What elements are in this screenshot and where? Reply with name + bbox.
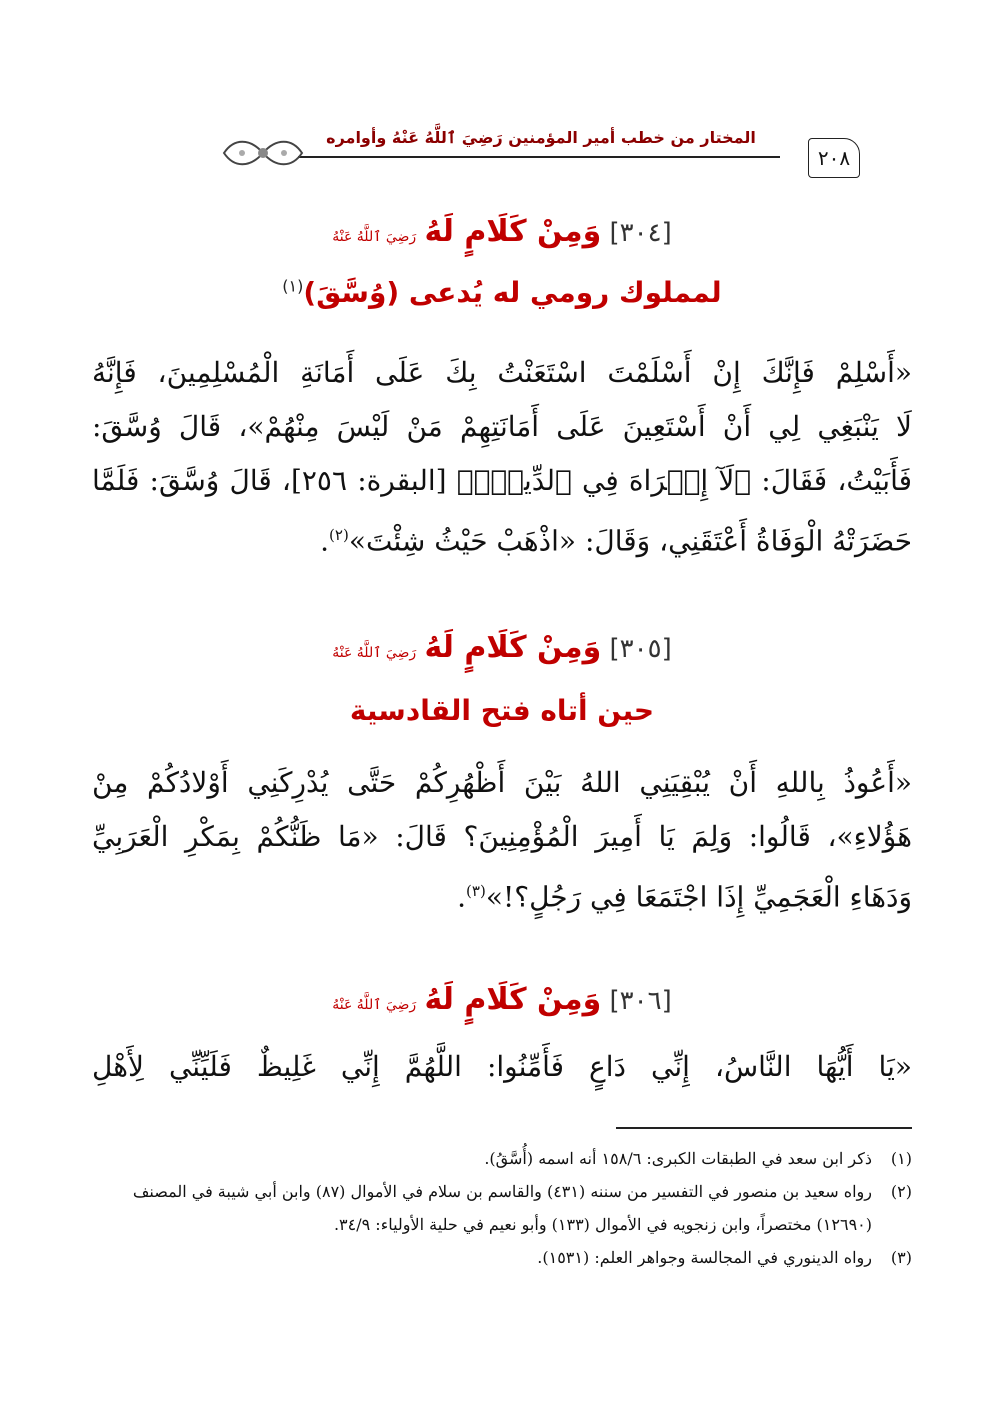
footnote-number: (٣) bbox=[890, 1248, 912, 1267]
page-number: ٢٠٨ bbox=[808, 138, 860, 178]
running-header bbox=[170, 128, 860, 176]
section-title: وَمِنْ كَلَامٍ لَهُ bbox=[424, 982, 602, 1017]
footnote-ref: (٣) bbox=[466, 882, 486, 900]
paragraph-306 bbox=[92, 1040, 912, 1094]
text-line-last: حَضَرَتْهُ الْوَفَاةُ أَعْتَقَنِي، وَقَالَ: «اذْهَبْ حَيْثُ شِئْتَ»$^{(٢)}$. bbox=[320, 524, 912, 558]
footnote bbox=[92, 1241, 912, 1274]
text-line: فَأَبَيْتُ، فَقَالَ: ﴿لَآ إِكۡرَاهَ فِي ٱلدِّينِۖ﴾ [البقرة: ٢٥٦]، قَالَ وُسَّقَ: فَلَمَّا bbox=[92, 464, 913, 497]
section-subheading-305 bbox=[70, 694, 934, 727]
header-rule bbox=[298, 156, 780, 158]
subheading-text: حين أتاه فتح القادسية bbox=[349, 694, 655, 727]
honorific: رَضِيَ ٱللَّهُ عَنْهُ bbox=[332, 997, 417, 1013]
section-heading-306 bbox=[70, 982, 934, 1017]
footnote-ref: (١) bbox=[282, 276, 304, 296]
text-line: لَا يَنْبَغِي لِي أَنْ أَسْتَعِينَ عَلَى أَمَانَتِهِمْ مَنْ لَيْسَ مِنْهُمْ»، قَالَ وُسَّقَ: bbox=[92, 410, 912, 443]
text-line-last: وَدَهَاءِ الْعَجَمِيِّ إِذَا اجْتَمَعَا فِي رَجُلٍ؟!»$^{(٣)}$. bbox=[457, 880, 912, 914]
footnote bbox=[92, 1142, 912, 1175]
section-title: وَمِنْ كَلَامٍ لَهُ bbox=[424, 630, 602, 665]
footnote-text: ذكر ابن سعد في الطبقات الكبرى: ١٥٨/٦ أنه اسمه (أُسَّقُ). bbox=[484, 1149, 872, 1168]
text-line: هَؤُلاءِ»، قَالُوا: وَلِمَ يَا أَمِيرَ الْمُؤْمِنِينَ؟ قَالَ: «مَا ظَنُّكُمْ بِمَكْرِ الْعَرَبِيِّ bbox=[92, 820, 912, 853]
honorific: رَضِيَ ٱللَّهُ عَنْهُ bbox=[332, 229, 417, 245]
section-number: [٣٠٦] bbox=[609, 986, 672, 1016]
footnote-separator bbox=[616, 1127, 912, 1129]
honorific: رَضِيَ ٱللَّهُ عَنْهُ bbox=[332, 645, 417, 661]
section-title: وَمِنْ كَلَامٍ لَهُ bbox=[424, 214, 602, 249]
footnote-text: رواه الدينوري في المجالسة وجواهر العلم: (١٥٣١). bbox=[537, 1248, 872, 1267]
paragraph-305 bbox=[92, 756, 912, 924]
text-line: «أَعُوذُ بِاللهِ أَنْ يُبْقِيَنِي اللهُ بَيْنَ أَظْهُرِكُمْ حَتَّى يُدْرِكَنِي أَوْلادُكُمْ مِنْ bbox=[92, 766, 912, 799]
section-heading-305 bbox=[70, 630, 934, 665]
text-line: «يَا أَيُّهَا النَّاسُ، إِنِّي دَاعٍ فَأَمِّنُوا: اللَّهُمَّ إِنِّي غَلِيظٌ فَلَيِّنِّي لِأَهْلِ bbox=[92, 1050, 912, 1083]
subheading-text: لمملوك رومي له يُدعى (وُسَّقَ) bbox=[303, 276, 722, 309]
footnotes bbox=[92, 1142, 912, 1274]
footnote-text: رواه سعيد بن منصور في التفسير من سننه (٤٣١) والقاسم بن سلام في الأموال (٨٧) وابن أبي شيبة في المصنف (١٢٦٩٠) مختصراً، وابن زنجويه في الأموال (١٣٣) وأبو نعيم في حلية الأولياء: ٣٤/٩. bbox=[132, 1182, 872, 1234]
footnote-number: (١) bbox=[890, 1149, 912, 1168]
text-line: وَدَهَاءِ الْعَجَمِيِّ إِذَا اجْتَمَعَا فِي رَجُلٍ؟!» bbox=[485, 880, 912, 914]
footnote bbox=[92, 1175, 912, 1241]
section-heading-304 bbox=[70, 214, 934, 249]
text-line: حَضَرَتْهُ الْوَفَاةُ أَعْتَقَنِي، وَقَالَ: «اذْهَبْ حَيْثُ شِئْتَ» bbox=[348, 524, 912, 558]
paragraph-304 bbox=[92, 346, 912, 568]
footnote-ref: (٢) bbox=[329, 526, 349, 544]
text-line: «أَسْلِمْ فَإِنَّكَ إِنْ أَسْلَمْتَ اسْتَعَنْتُ بِكَ عَلَى أَمَانَةِ الْمُسْلِمِينَ، فَإِنَّهُ bbox=[92, 356, 912, 389]
section-subheading-304 bbox=[70, 276, 934, 309]
section-number: [٣٠٥] bbox=[609, 634, 672, 664]
ornament-icon bbox=[220, 134, 306, 172]
header-title: المختار من خطب أمير المؤمنين رَضِيَ ٱللَّهُ عَنْهُ وأوامره bbox=[326, 128, 756, 147]
footnote-number: (٢) bbox=[890, 1182, 912, 1201]
section-number: [٣٠٤] bbox=[609, 218, 672, 248]
